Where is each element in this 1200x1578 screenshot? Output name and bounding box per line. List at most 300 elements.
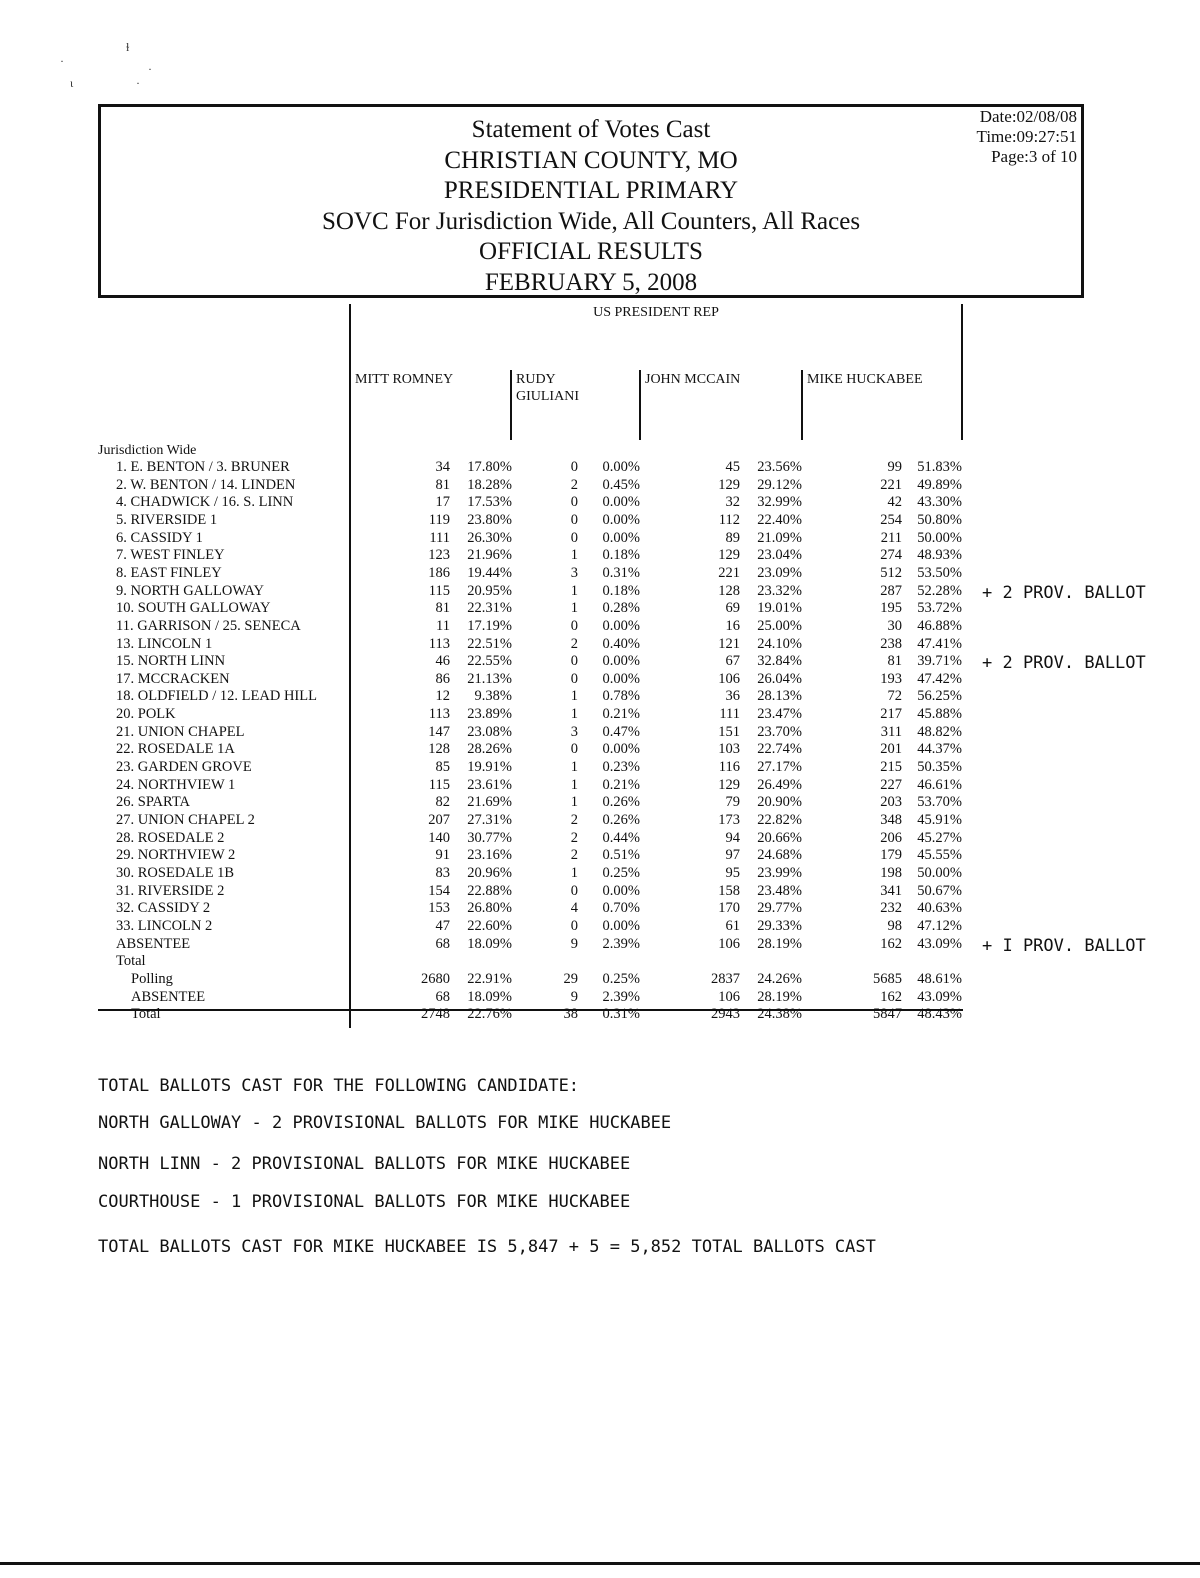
vote-percent: 46.88% [917, 617, 962, 634]
vote-percent: 24.26% [757, 970, 802, 987]
vote-count: 2 [570, 812, 578, 828]
vote-count: 2837 [711, 970, 740, 987]
vote-count: 186 [428, 564, 450, 581]
vote-count: 29 [563, 970, 578, 987]
vote-percent: 23.09% [757, 564, 802, 581]
vote-percent: 50.80% [917, 511, 962, 528]
vote-count: 16 [725, 617, 740, 634]
vote-count: 1 [570, 688, 578, 705]
table-row [0, 812, 1200, 830]
vote-percent: 2.39% [602, 988, 640, 1005]
vote-count: 11 [436, 617, 450, 634]
vote-count: 123 [428, 547, 450, 564]
vote-percent: 24.68% [757, 847, 802, 864]
footer-note-5: TOTAL BALLOTS CAST FOR MIKE HUCKABEE IS 5,847 + 5 = 5,852 TOTAL BALLOTS CAST [98, 1237, 876, 1257]
vote-count: 0 [570, 653, 578, 670]
report-date: Date:02/08/08 [979, 107, 1077, 126]
section-label: Jurisdiction Wide [98, 443, 197, 458]
vote-count: 103 [718, 741, 740, 758]
vote-count: 94 [725, 829, 740, 846]
vote-count: 68 [435, 935, 450, 952]
candidate-header-mccain: JOHN MCCAIN [645, 372, 741, 387]
vote-percent: 43.09% [917, 988, 962, 1005]
vote-percent: 53.72% [917, 600, 962, 617]
handwritten-note: + I PROV. BALLOT [982, 935, 1146, 956]
vote-count: 9 [570, 935, 578, 952]
vote-count: 195 [880, 600, 902, 617]
vote-count: 79 [725, 794, 740, 811]
vote-percent: 0.21% [602, 706, 640, 723]
vote-count: 106 [718, 935, 740, 952]
vote-percent: 0.31% [602, 1006, 640, 1023]
vote-count: 5847 [873, 1006, 902, 1023]
table-row [0, 477, 1200, 495]
vote-count: 0 [570, 882, 578, 899]
row-label: 9. NORTH GALLOWAY [116, 582, 265, 599]
vote-count: 193 [880, 670, 902, 687]
report-page: Page:3 of 10 [991, 147, 1077, 166]
vote-count: 0 [570, 917, 578, 934]
row-label: 29. NORTHVIEW 2 [116, 847, 236, 864]
vote-count: 1 [570, 600, 578, 617]
vote-percent: 32.84% [757, 653, 802, 670]
vote-count: 3 [570, 564, 578, 581]
table-row [0, 847, 1200, 865]
vote-count: 238 [880, 635, 902, 652]
vote-count: 32 [725, 494, 740, 511]
vote-percent: 0.00% [602, 511, 640, 528]
vote-count: 2680 [421, 970, 450, 987]
report-time: Time:09:27:51 [976, 127, 1077, 146]
vote-count: 47 [435, 917, 450, 934]
table-row [0, 565, 1200, 583]
vote-percent: 22.40% [757, 511, 802, 528]
vote-percent: 28.19% [757, 988, 802, 1005]
vote-count: 1 [570, 582, 578, 599]
candidate-header-giuliani: RUDY GIULIANI [516, 372, 579, 404]
vote-count: 0 [570, 529, 578, 546]
row-label: 8. EAST FINLEY [116, 564, 222, 581]
vote-count: 158 [718, 882, 740, 899]
vote-count: 0 [570, 459, 578, 475]
vote-count: 111 [719, 706, 740, 723]
vote-count: 1 [570, 759, 578, 776]
table-row [0, 777, 1200, 795]
vote-percent: 21.96% [467, 547, 512, 564]
vote-percent: 17.53% [467, 494, 512, 511]
report-title-block [101, 115, 1081, 298]
vote-count: 0 [570, 617, 578, 634]
footer-note-4: COURTHOUSE - 1 PROVISIONAL BALLOTS FOR MIKE HUCKABEE [98, 1192, 631, 1212]
vote-count: 113 [428, 635, 450, 652]
vote-percent: 25.00% [757, 617, 802, 634]
vote-percent: 49.89% [917, 476, 962, 493]
vote-count: 154 [428, 882, 450, 899]
footer-note-2: NORTH GALLOWAY - 2 PROVISIONAL BALLOTS FOR MIKE HUCKABEE [98, 1113, 672, 1133]
vote-percent: 0.70% [602, 900, 640, 917]
vote-percent: 23.08% [467, 723, 512, 740]
vote-percent: 23.32% [757, 582, 802, 599]
vote-percent: 29.12% [757, 476, 802, 493]
vote-count: 1 [570, 864, 578, 881]
vote-percent: 18.09% [467, 935, 512, 952]
row-label: 17. MCCRACKEN [116, 670, 230, 687]
vote-count: 2 [570, 635, 578, 652]
vote-percent: 23.56% [757, 459, 802, 475]
row-label: 28. ROSEDALE 2 [116, 829, 225, 846]
title-line-6: FEBRUARY 5, 2008 [484, 268, 698, 296]
vote-count: 112 [718, 511, 740, 528]
table-row [0, 530, 1200, 548]
vote-percent: 56.25% [917, 688, 962, 705]
vote-percent: 50.00% [917, 864, 962, 881]
vote-count: 129 [718, 776, 740, 793]
vote-percent: 0.18% [602, 547, 640, 564]
vote-percent: 0.28% [602, 600, 640, 617]
row-label: 31. RIVERSIDE 2 [116, 882, 225, 899]
vote-count: 4 [570, 900, 578, 917]
table-row [0, 653, 1200, 674]
vote-percent: 45.27% [917, 829, 962, 846]
vote-count: 119 [428, 511, 450, 528]
totals-polling-row [0, 971, 1200, 989]
vote-percent: 22.31% [467, 600, 512, 617]
vote-count: 1 [570, 706, 578, 723]
row-label: 32. CASSIDY 2 [116, 900, 211, 917]
vote-count: 129 [718, 547, 740, 564]
vote-count: 82 [435, 794, 450, 811]
vote-count: 198 [880, 864, 902, 881]
candidate-header-huckabee: MIKE HUCKABEE [807, 372, 923, 387]
vote-percent: 27.17% [757, 759, 802, 776]
table-row [0, 936, 1200, 954]
row-label: 30. ROSEDALE 1B [116, 864, 235, 881]
vote-count: 173 [718, 812, 740, 828]
vote-percent: 20.66% [757, 829, 802, 846]
vote-count: 17 [435, 494, 450, 511]
totals-absentee-row [0, 989, 1200, 1007]
vote-percent: 0.00% [602, 459, 640, 475]
row-label: ABSENTEE [131, 988, 206, 1005]
vote-percent: 0.23% [602, 759, 640, 776]
vote-percent: 0.78% [602, 688, 640, 705]
vote-percent: 0.00% [602, 653, 640, 670]
row-label: 27. UNION CHAPEL 2 [116, 812, 255, 828]
vote-percent: 44.37% [917, 741, 962, 758]
vote-percent: 20.95% [467, 582, 512, 599]
vote-count: 207 [428, 812, 450, 828]
table-row [0, 494, 1200, 512]
vote-percent: 47.12% [917, 917, 962, 934]
vote-count: 341 [880, 882, 902, 899]
vote-percent: 26.04% [757, 670, 802, 687]
row-label: 1. E. BENTON / 3. BRUNER [116, 459, 290, 475]
footer-note-3: NORTH LINN - 2 PROVISIONAL BALLOTS FOR MIKE HUCKABEE [98, 1154, 631, 1174]
vote-percent: 0.26% [602, 794, 640, 811]
vote-count: 1 [570, 794, 578, 811]
vote-count: 36 [725, 688, 740, 705]
vote-count: 115 [428, 776, 450, 793]
title-line-1: Statement of Votes Cast [471, 116, 711, 143]
vote-percent: 0.44% [602, 829, 640, 846]
row-label: 26. SPARTA [116, 794, 190, 811]
vote-percent: 0.45% [602, 476, 640, 493]
vote-percent: 48.43% [917, 1006, 962, 1023]
table-row [0, 547, 1200, 565]
vote-percent: 19.01% [757, 600, 802, 617]
table-row [0, 865, 1200, 883]
vote-percent: 23.04% [757, 547, 802, 564]
vote-percent: 22.76% [467, 1006, 512, 1023]
vote-count: 89 [725, 529, 740, 546]
vote-count: 179 [880, 847, 902, 864]
vote-percent: 18.09% [467, 988, 512, 1005]
table-row [0, 918, 1200, 936]
vote-count: 95 [725, 864, 740, 881]
totals-label-row [0, 953, 1200, 971]
vote-count: 128 [718, 582, 740, 599]
table-row [0, 583, 1200, 601]
vote-percent: 45.55% [917, 847, 962, 864]
vote-percent: 53.50% [917, 564, 962, 581]
vote-count: 30 [887, 617, 902, 634]
vote-percent: 22.60% [467, 917, 512, 934]
vote-percent: 0.00% [602, 917, 640, 934]
title-line-2: CHRISTIAN COUNTY, MO [444, 146, 738, 174]
vote-percent: 23.70% [757, 723, 802, 740]
vote-percent: 0.21% [602, 776, 640, 793]
vote-percent: 50.00% [917, 529, 962, 546]
vote-percent: 26.80% [467, 900, 512, 917]
report-header [98, 104, 1084, 298]
row-label: 23. GARDEN GROVE [116, 759, 252, 776]
vote-percent: 19.91% [467, 759, 512, 776]
vote-percent: 9.38% [474, 688, 512, 705]
vote-count: 69 [725, 600, 740, 617]
row-label: 24. NORTHVIEW 1 [116, 776, 236, 793]
vote-count: 0 [570, 741, 578, 758]
title-line-5: OFFICIAL RESULTS [479, 238, 703, 265]
row-label: 13. LINCOLN 1 [116, 635, 213, 652]
report-meta [977, 107, 1077, 167]
vote-count: 211 [880, 529, 902, 546]
vote-count: 98 [887, 917, 902, 934]
race-title: US PRESIDENT REP [593, 305, 719, 320]
vote-percent: 50.35% [917, 759, 962, 776]
vote-count: 106 [718, 988, 740, 1005]
vote-percent: 2.39% [602, 935, 640, 952]
vote-percent: 46.61% [917, 776, 962, 793]
table-row [0, 618, 1200, 636]
table-row [0, 794, 1200, 812]
vote-count: 91 [435, 847, 450, 864]
vote-count: 67 [725, 653, 740, 670]
vote-count: 113 [428, 706, 450, 723]
vote-count: 106 [718, 670, 740, 687]
vote-percent: 29.33% [757, 917, 802, 934]
vote-count: 2748 [421, 1006, 450, 1023]
handwritten-note: + 2 PROV. BALLOT [982, 582, 1146, 603]
vote-percent: 43.30% [917, 494, 962, 511]
vote-percent: 0.00% [602, 882, 640, 899]
row-label: 33. LINCOLN 2 [116, 917, 213, 934]
row-label: 5. RIVERSIDE 1 [116, 511, 218, 528]
vote-percent: 0.25% [602, 970, 640, 987]
vote-count: 12 [435, 688, 450, 705]
row-label: Polling [131, 970, 173, 987]
vote-percent: 19.44% [467, 564, 512, 581]
vote-percent: 48.93% [917, 547, 962, 564]
vote-percent: 24.10% [757, 635, 802, 652]
vote-percent: 20.96% [467, 864, 512, 881]
vote-count: 206 [880, 829, 902, 846]
vote-count: 81 [435, 600, 450, 617]
row-label: 21. UNION CHAPEL [116, 723, 245, 740]
row-label: 22. ROSEDALE 1A [116, 741, 235, 758]
vote-percent: 51.83% [917, 459, 962, 475]
vote-count: 147 [428, 723, 450, 740]
vote-percent: 52.28% [917, 582, 962, 599]
vote-percent: 39.71% [917, 653, 962, 670]
vote-count: 254 [880, 511, 902, 528]
vote-count: 151 [718, 723, 740, 740]
vote-count: 42 [887, 494, 902, 511]
vote-count: 153 [428, 900, 450, 917]
vote-count: 128 [428, 741, 450, 758]
vote-percent: 0.25% [602, 864, 640, 881]
vote-percent: 28.19% [757, 935, 802, 952]
vote-percent: 0.00% [602, 741, 640, 758]
table-row [0, 706, 1200, 724]
vote-count: 221 [718, 564, 740, 581]
vote-count: 3 [570, 723, 578, 740]
vote-percent: 21.69% [467, 794, 512, 811]
col-divider-2 [639, 370, 641, 440]
vote-percent: 0.31% [602, 564, 640, 581]
vote-percent: 28.13% [757, 688, 802, 705]
table-row [0, 671, 1200, 689]
vote-percent: 45.91% [917, 812, 962, 828]
footer-note-1: TOTAL BALLOTS CAST FOR THE FOLLOWING CANDIDATE: [98, 1076, 580, 1096]
vote-percent: 48.61% [917, 970, 962, 987]
vote-count: 97 [725, 847, 740, 864]
vote-percent: 26.30% [467, 529, 512, 546]
row-label: 4. CHADWICK / 16. S. LINN [116, 494, 294, 511]
vote-percent: 23.80% [467, 511, 512, 528]
vote-count: 38 [563, 1006, 578, 1023]
title-line-3: PRESIDENTIAL PRIMARY [443, 177, 739, 204]
page-bottom-rule [0, 1562, 1200, 1565]
col-divider-3 [801, 370, 803, 440]
vote-percent: 27.31% [467, 812, 512, 828]
vote-count: 0 [570, 494, 578, 511]
row-label: 7. WEST FINLEY [116, 547, 225, 564]
vote-count: 215 [880, 759, 902, 776]
vote-percent: 0.40% [602, 635, 640, 652]
vote-count: 170 [718, 900, 740, 917]
vote-count: 2 [570, 476, 578, 493]
vote-count: 221 [880, 476, 902, 493]
vote-count: 162 [880, 988, 902, 1005]
vote-count: 0 [570, 511, 578, 528]
vote-count: 311 [880, 723, 902, 740]
vote-percent: 29.77% [757, 900, 802, 917]
vote-count: 201 [880, 741, 902, 758]
vote-percent: 22.91% [467, 970, 512, 987]
vote-percent: 23.16% [467, 847, 512, 864]
vote-count: 61 [725, 917, 740, 934]
vote-percent: 40.63% [917, 900, 962, 917]
vote-count: 99 [887, 459, 902, 475]
vote-count: 46 [435, 653, 450, 670]
vote-percent: 23.61% [467, 776, 512, 793]
vote-count: 116 [718, 759, 740, 776]
table-row [0, 600, 1200, 618]
vote-count: 86 [435, 670, 450, 687]
vote-count: 85 [435, 759, 450, 776]
vote-count: 2 [570, 829, 578, 846]
table-row [0, 636, 1200, 654]
vote-percent: 22.51% [467, 635, 512, 652]
vote-percent: 22.82% [757, 812, 802, 828]
vote-count: 5685 [873, 970, 902, 987]
row-label: ABSENTEE [116, 935, 191, 952]
vote-count: 348 [880, 812, 902, 828]
row-label: 6. CASSIDY 1 [116, 529, 203, 546]
table-row [0, 741, 1200, 759]
vote-percent: 21.09% [757, 529, 802, 546]
vote-percent: 50.67% [917, 882, 962, 899]
table-row [0, 724, 1200, 742]
vote-percent: 23.47% [757, 706, 802, 723]
vote-percent: 30.77% [467, 829, 512, 846]
row-label: 15. NORTH LINN [116, 653, 226, 670]
vote-count: 232 [880, 900, 902, 917]
table-row [0, 512, 1200, 530]
vote-count: 162 [880, 935, 902, 952]
row-label: 2. W. BENTON / 14. LINDEN [116, 476, 296, 493]
vote-percent: 48.82% [917, 723, 962, 740]
vote-count: 81 [887, 653, 902, 670]
vote-percent: 0.18% [602, 582, 640, 599]
totals-total-row [0, 1006, 1200, 1024]
vote-count: 274 [880, 547, 902, 564]
vote-percent: 17.19% [467, 617, 512, 634]
handwritten-note: + 2 PROV. BALLOT [982, 653, 1146, 674]
vote-count: 129 [718, 476, 740, 493]
vote-percent: 0.51% [602, 847, 640, 864]
vote-count: 227 [880, 776, 902, 793]
vote-percent: 32.99% [757, 494, 802, 511]
vote-count: 83 [435, 864, 450, 881]
vote-count: 45 [725, 459, 740, 475]
vote-percent: 18.28% [467, 476, 512, 493]
vote-percent: 24.38% [757, 1006, 802, 1023]
totals-label: Total [116, 953, 146, 970]
vote-percent: 22.88% [467, 882, 512, 899]
row-label: 11. GARRISON / 25. SENECA [116, 617, 301, 634]
vote-percent: 47.42% [917, 670, 962, 687]
vote-percent: 23.48% [757, 882, 802, 899]
vote-percent: 23.99% [757, 864, 802, 881]
vote-count: 0 [570, 670, 578, 687]
vote-percent: 28.26% [467, 741, 512, 758]
vote-count: 140 [428, 829, 450, 846]
table-row [0, 883, 1200, 901]
table-right-rule [961, 304, 963, 440]
vote-percent: 0.47% [602, 723, 640, 740]
vote-percent: 53.70% [917, 794, 962, 811]
